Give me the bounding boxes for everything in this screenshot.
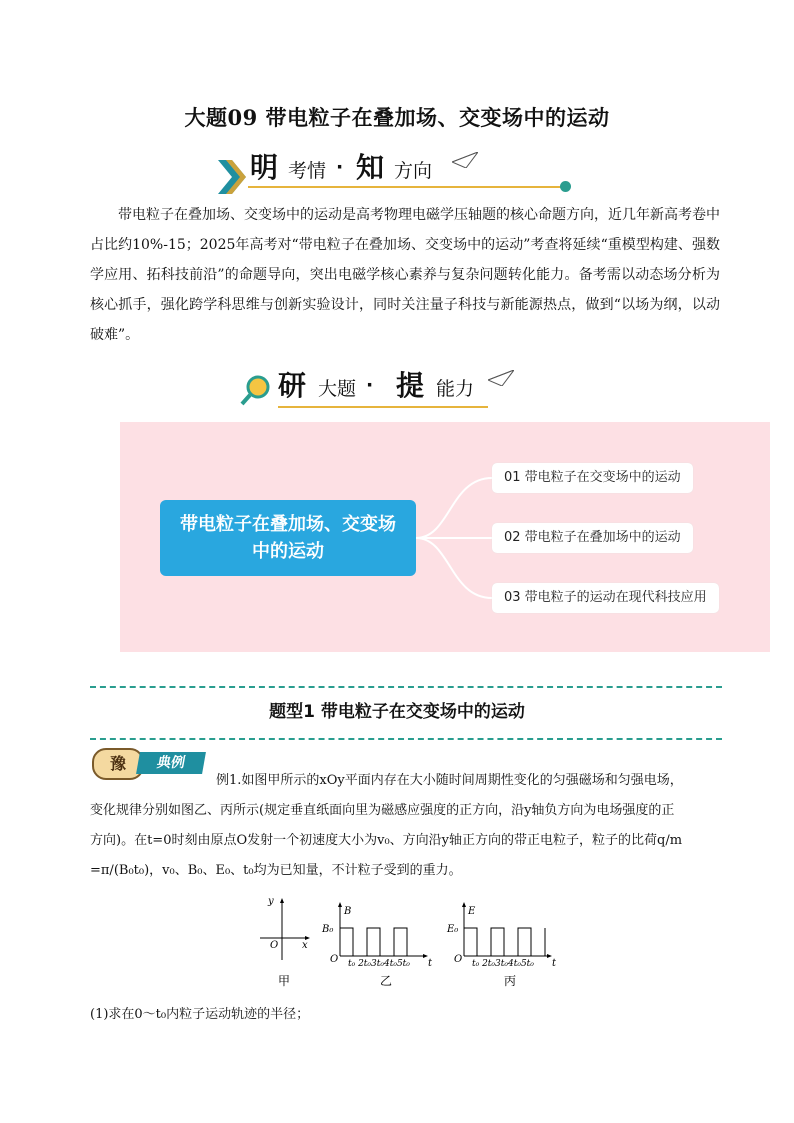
banner-text-kaoqing: 考情 <box>288 160 327 182</box>
example-line-2: 变化规律分别如图乙、丙所示(规定垂直纸面向里为磁感应强度的正方向，沿y轴负方向为电场强度的正 <box>90 803 675 818</box>
bing-level: E₀ <box>447 924 459 935</box>
jia-caption: 甲 <box>278 974 291 988</box>
banner-char-yan: 研 <box>278 369 307 402</box>
jia-origin: O <box>270 940 279 951</box>
banner-char-zhi: 知 <box>356 151 385 184</box>
yi-caption: 乙 <box>380 974 393 988</box>
seal-icon: 豫 <box>92 748 144 780</box>
figure-yi <box>321 902 433 988</box>
section-divider-top <box>90 686 722 688</box>
figures-group <box>250 892 570 992</box>
bing-y-label: E <box>468 906 476 917</box>
banner-char-ming: 明 <box>250 151 279 184</box>
jia-x-label: x <box>302 940 308 951</box>
bing-caption: 丙 <box>504 974 517 988</box>
section-divider-bottom <box>90 738 722 740</box>
banner-char-ti: 提 <box>396 369 425 402</box>
banner-dot: · <box>366 374 374 396</box>
example-line-1: 例1.如图甲所示的xOy平面内存在大小随时间周期性变化的匀强磁场和匀强电场， <box>216 773 683 788</box>
jia-y-label: y <box>268 896 274 907</box>
banner-text-nengli: 能力 <box>436 378 475 400</box>
mindmap-center-node <box>160 500 416 576</box>
question-1: (1)求在0～t₀内粒子运动轨迹的半径； <box>90 1007 310 1022</box>
yi-origin: O <box>330 954 339 965</box>
mindmap-branch-2[interactable]: 02 带电粒子在叠加场中的运动 <box>492 523 693 553</box>
example-line-4: =π/(B₀t₀)，v₀、B₀、E₀、t₀均为已知量，不计粒子受到的重力。 <box>90 863 462 878</box>
page-title: 大题09 带电粒子在叠加场、交变场中的运动 <box>184 105 610 130</box>
intro-paragraph: 带电粒子在叠加场、交变场中的运动是高考物理电磁学压轴题的核心命题方向，近几年新高考卷中占比约10%-15；2025年高考对“带电粒子在叠加场、交变场中的运动”考查将延续“重模型构建、强数学应用、拓科技前沿”的命题导向，突出电磁学核心素养与复杂问题转化能力。备考需以动态场分析为核心抓手，强化跨学科思维与创新实验设计，同时关注量子科技与新能源热点，做到“以场为纲，以动破难”。 <box>90 207 720 343</box>
bing-t-label: t <box>552 958 557 969</box>
banner-text-fangxiang: 方向 <box>394 160 433 182</box>
yi-level: B₀ <box>322 924 334 935</box>
example-label: 典例 <box>136 752 206 774</box>
yi-y-label: B <box>344 906 352 917</box>
banner-dot: · <box>336 156 344 178</box>
yi-ticks: t₀ 2t₀3t₀4t₀5t₀ <box>348 959 410 969</box>
figure-bing <box>446 902 557 988</box>
bing-origin: O <box>454 954 463 965</box>
mindmap-branch-3[interactable]: 03 带电粒子的运动在现代科技应用 <box>492 583 719 613</box>
mindmap-branch-1[interactable]: 01 带电粒子在交变场中的运动 <box>492 463 693 493</box>
figure-jia <box>260 896 310 988</box>
yi-t-label: t <box>428 958 433 969</box>
bing-ticks: t₀ 2t₀3t₀4t₀5t₀ <box>472 959 534 969</box>
example-line-3: 方向)。在t=0时刻由原点O发射一个初速度大小为v₀、方向沿y轴正方向的带正电粒子，粒子的比荷q/m <box>90 833 683 848</box>
section-title: 题型1 带电粒子在交变场中的运动 <box>269 702 525 722</box>
banner-text-dati: 大题 <box>318 378 357 400</box>
mindmap-center-label: 带电粒子在叠加场、交变场中的运动 <box>180 514 396 562</box>
